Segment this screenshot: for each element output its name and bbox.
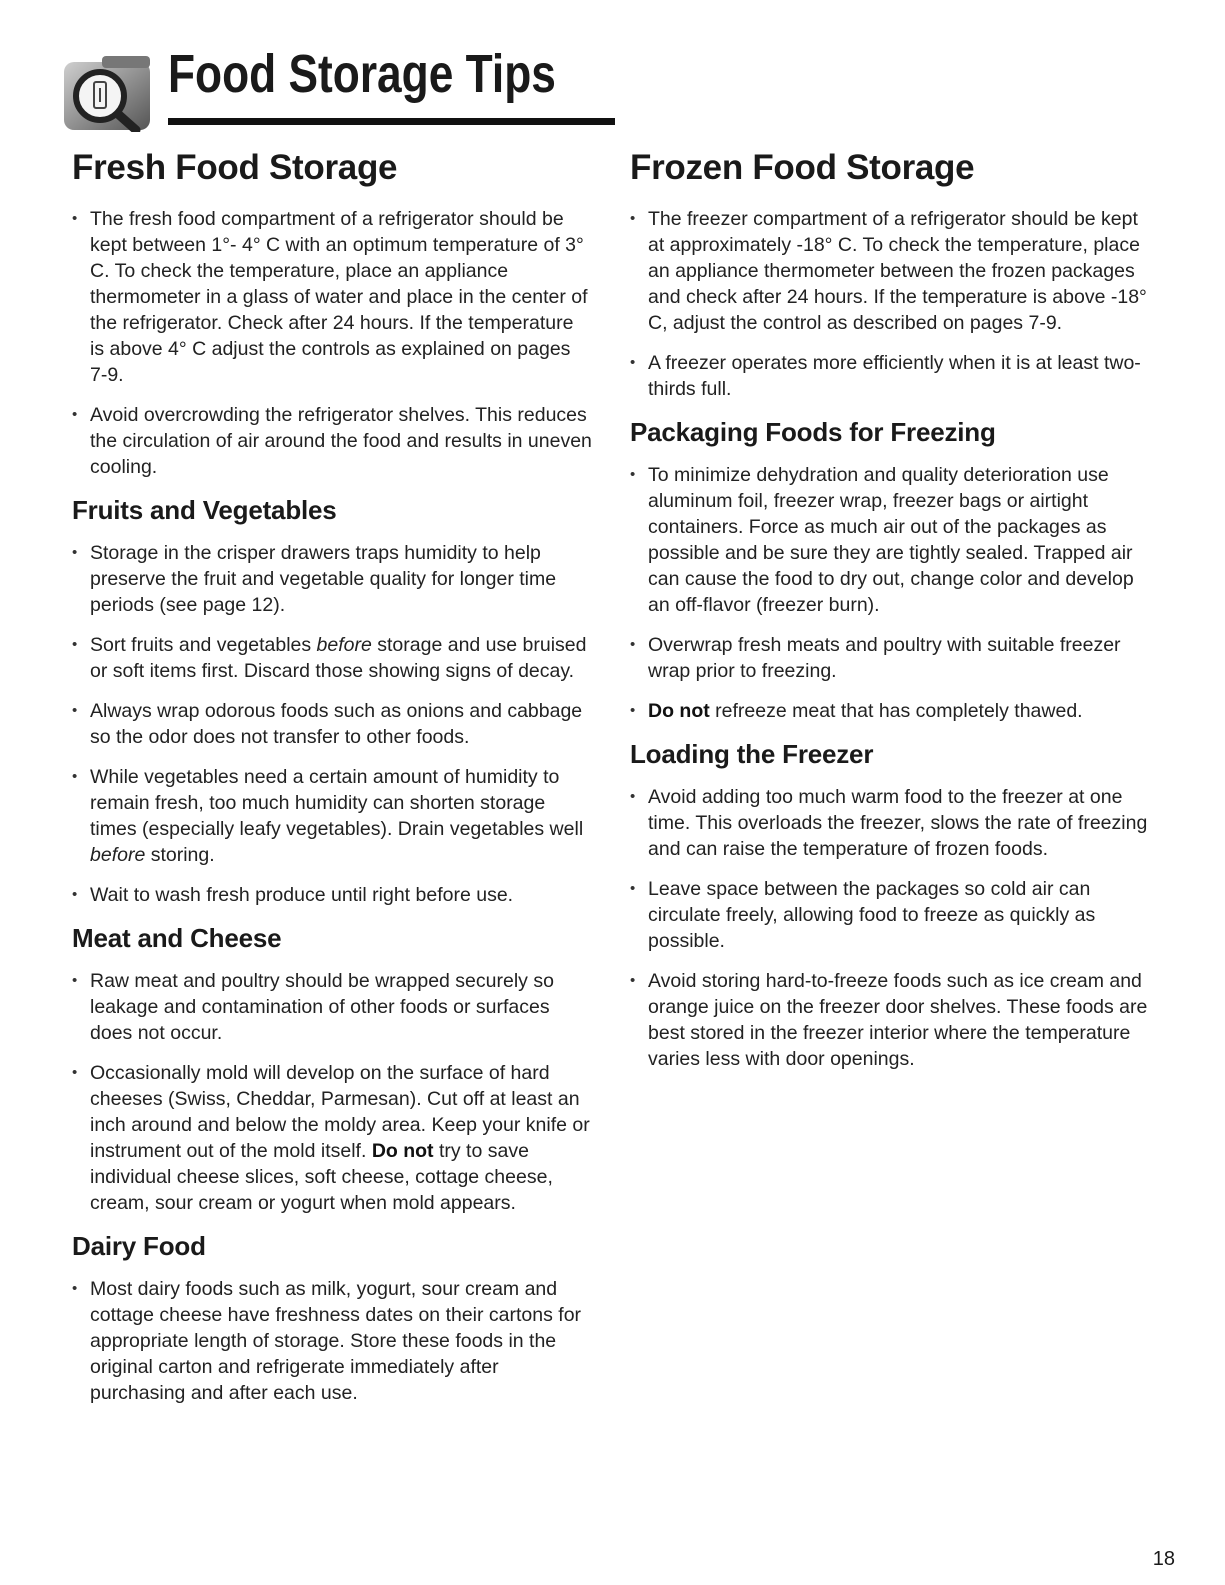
list-item: • Wait to wash fresh produce until right before use.: [72, 882, 592, 908]
meat-cheese-list: [72, 968, 592, 1216]
list-item: • Always wrap odorous foods such as onions and cabbage so the odor does not transfer to other foods.: [72, 698, 592, 750]
list-item: • Avoid overcrowding the refrigerator shelves. This reduces the circulation of air around the food and results in uneven cooling.: [72, 402, 592, 480]
list-item: • Raw meat and poultry should be wrapped securely so leakage and contamination of other foods or surfaces does not occur.: [72, 968, 592, 1046]
dairy-food-list: [72, 1276, 592, 1406]
frozen-food-list: [630, 206, 1150, 402]
list-item: • While vegetables need a certain amount of humidity to remain fresh, too much humidity can shorten storage times (especially leafy vegetables). Drain vegetables well before storing.: [72, 764, 592, 868]
packaging-heading: Packaging Foods for Freezing: [630, 417, 996, 447]
list-item: • Storage in the crisper drawers traps humidity to help preserve the fruit and vegetable quality for longer time periods (see page 12).: [72, 540, 592, 618]
fruits-vegetables-heading: Fruits and Vegetables: [72, 495, 337, 525]
page-number: 18: [1152, 1548, 1175, 1570]
list-item: • Sort fruits and vegetables before storage and use bruised or soft items first. Discard those showing signs of decay.: [72, 632, 592, 684]
left-column: [72, 146, 592, 1420]
list-item: • Occasionally mold will develop on the surface of hard cheeses (Swiss, Cheddar, Parmesan). Cut off at least an inch around and below the moldy area. Keep your knife or instrument out of the mold itself. Do not try to save individual cheese slices, soft cheese, cottage cheese, cream, sour cream or yogurt when mold appears.: [72, 1060, 592, 1216]
list-item: • Do not refreeze meat that has completely thawed.: [630, 698, 1150, 724]
fresh-food-list: [72, 206, 592, 480]
fruits-vegetables-list: [72, 540, 592, 908]
loading-freezer-heading: Loading the Freezer: [630, 739, 874, 769]
frozen-food-storage-heading: Frozen Food Storage: [630, 148, 975, 187]
title-underline: [168, 118, 615, 125]
list-item: • Avoid storing hard-to-freeze foods such as ice cream and orange juice on the freezer door shelves. These foods are best stored in the freezer interior where the temperature varies less with door openings.: [630, 968, 1150, 1072]
refrigerator-magnifier-icon: [62, 48, 154, 132]
list-item: • Avoid adding too much warm food to the freezer at one time. This overloads the freezer, slows the rate of freezing and can raise the temperature of frozen foods.: [630, 784, 1150, 862]
page-title: Food Storage Tips: [168, 44, 556, 104]
packaging-list: [630, 462, 1150, 724]
list-item: • Overwrap fresh meats and poultry with suitable freezer wrap prior to freezing.: [630, 632, 1150, 684]
list-item: • To minimize dehydration and quality deterioration use aluminum foil, freezer wrap, freezer bags or airtight containers. Force as much air out of the packages as possible and be sure they are tightly sealed. Trapped air can cause the food to dry out, change color and develop an off-flavor (freezer burn).: [630, 462, 1150, 618]
fresh-food-storage-heading: Fresh Food Storage: [72, 148, 398, 187]
page-header: [62, 40, 562, 132]
list-item: • The fresh food compartment of a refrigerator should be kept between 1°- 4° C with an optimum temperature of 3° C. To check the temperature, place an appliance thermometer in a glass of water and place in the center of the refrigerator. Check after 24 hours. If the temperature is above 4° C adjust the controls as explained on pages 7-9.: [72, 206, 592, 388]
meat-cheese-heading: Meat and Cheese: [72, 923, 282, 953]
right-column: [630, 146, 1150, 1086]
list-item: • Most dairy foods such as milk, yogurt, sour cream and cottage cheese have freshness dates on their cartons for appropriate length of storage. Store these foods in the original carton and refrigerate immediately after purchasing and after each use.: [72, 1276, 592, 1406]
list-item: • A freezer operates more efficiently when it is at least two-thirds full.: [630, 350, 1150, 402]
loading-freezer-list: [630, 784, 1150, 1072]
dairy-food-heading: Dairy Food: [72, 1231, 206, 1261]
list-item: • The freezer compartment of a refrigerator should be kept at approximately -18° C. To check the temperature, place an appliance thermometer between the frozen packages and check after 24 hours. If the temperature is above -18° C, adjust the control as described on pages 7-9.: [630, 206, 1150, 336]
list-item: • Leave space between the packages so cold air can circulate freely, allowing food to freeze as quickly as possible.: [630, 876, 1150, 954]
